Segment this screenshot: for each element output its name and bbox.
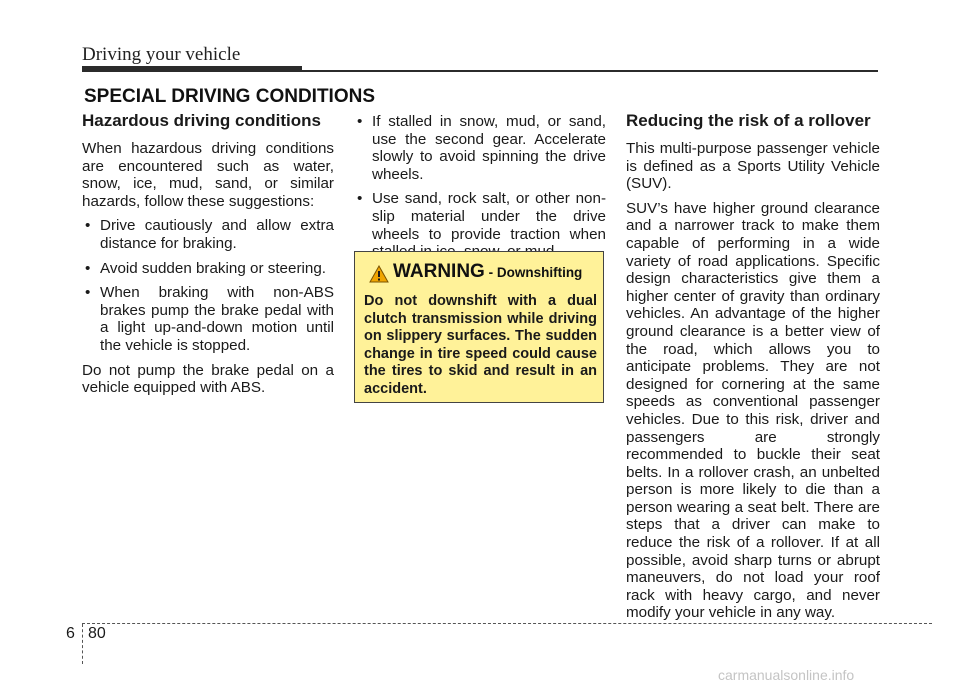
rollover-paragraph-2: SUV’s have higher ground clearance and a narrower track to make them capable of performing in a wide variety of road applications. Specific design characteristics give them a higher center of gravity than ordinary vehicles. An advantage of the higher ground clearance is a better view of the road, which allows you to anticipate problems. They are not designed for cornering at the same speeds as conventional passenger vehicles. Due to this risk, driver and passengers are strongly recommended to buckle their seat belts. In a rollover crash, an unbelted person is more likely to die than a person wearing a seat belt. There are steps that a driver can make to reduce the risk of a rollover. If at all possible, avoid sharp turns or abrupt maneuvers, do not load your roof rack with heavy cargo, and never modify your vehicle in any way. bbox=[626, 199, 880, 622]
warning-text: Do not downshift with a dual clutch transmission while driving on slippery surfaces. The sudden change in tire speed could cause the tires to skid and result in an accident. bbox=[364, 293, 597, 397]
page-number: 80 bbox=[88, 625, 106, 642]
warning-label: WARNING bbox=[393, 261, 485, 282]
watermark-text: carmanualsonline.info bbox=[718, 667, 855, 683]
section-title: SPECIAL DRIVING CONDITIONS bbox=[84, 86, 376, 107]
rollover-heading: Reducing the risk of a rollover bbox=[626, 111, 871, 130]
hazardous-intro: When hazardous driving conditions are encountered such as water, snow, ice, mud, sand, or similar hazards, follow these suggestions: bbox=[82, 140, 334, 210]
hazardous-bullet-list bbox=[82, 217, 334, 354]
footer-divider bbox=[82, 624, 83, 664]
continued-bullet-list bbox=[354, 113, 606, 261]
list-item: • Use sand, rock salt, or other non-slip material under the drive wheels to provide traction when bbox=[354, 190, 606, 260]
hazardous-heading: Hazardous driving conditions bbox=[82, 111, 321, 130]
list-item: • Drive cautiously and allow extra distance for braking. bbox=[82, 217, 334, 252]
warning-triangle-icon bbox=[369, 265, 389, 283]
header-rule-thick bbox=[82, 66, 302, 72]
header-rule-thin bbox=[300, 70, 878, 72]
list-item: • If stalled in snow, mud, or sand, use the second gear. Accelerate slowly to avoid spinning the drive wheels. bbox=[354, 113, 606, 183]
column-middle bbox=[354, 113, 606, 268]
warning-subtitle: - Downshifting bbox=[484, 265, 583, 280]
column-right bbox=[626, 110, 880, 629]
footer-rule bbox=[82, 623, 932, 624]
chapter-number: 6 bbox=[66, 625, 75, 642]
column-left bbox=[82, 110, 334, 404]
warning-heading bbox=[393, 261, 582, 283]
list-item: • Avoid sudden braking or steering. bbox=[82, 260, 334, 278]
hazardous-closing: Do not pump the brake pedal on a vehicle equipped with ABS. bbox=[82, 361, 334, 397]
page-header-title: Driving your vehicle bbox=[82, 44, 241, 65]
warning-box bbox=[354, 251, 604, 403]
list-item: • When braking with non-ABS brakes pump the brake pedal with a light up-and-down motion until the vehicle is stopped. bbox=[82, 284, 334, 354]
rollover-paragraph-1: This multi-purpose passenger vehicle is defined as a Sports Utility Vehicle (SUV). bbox=[626, 140, 880, 193]
